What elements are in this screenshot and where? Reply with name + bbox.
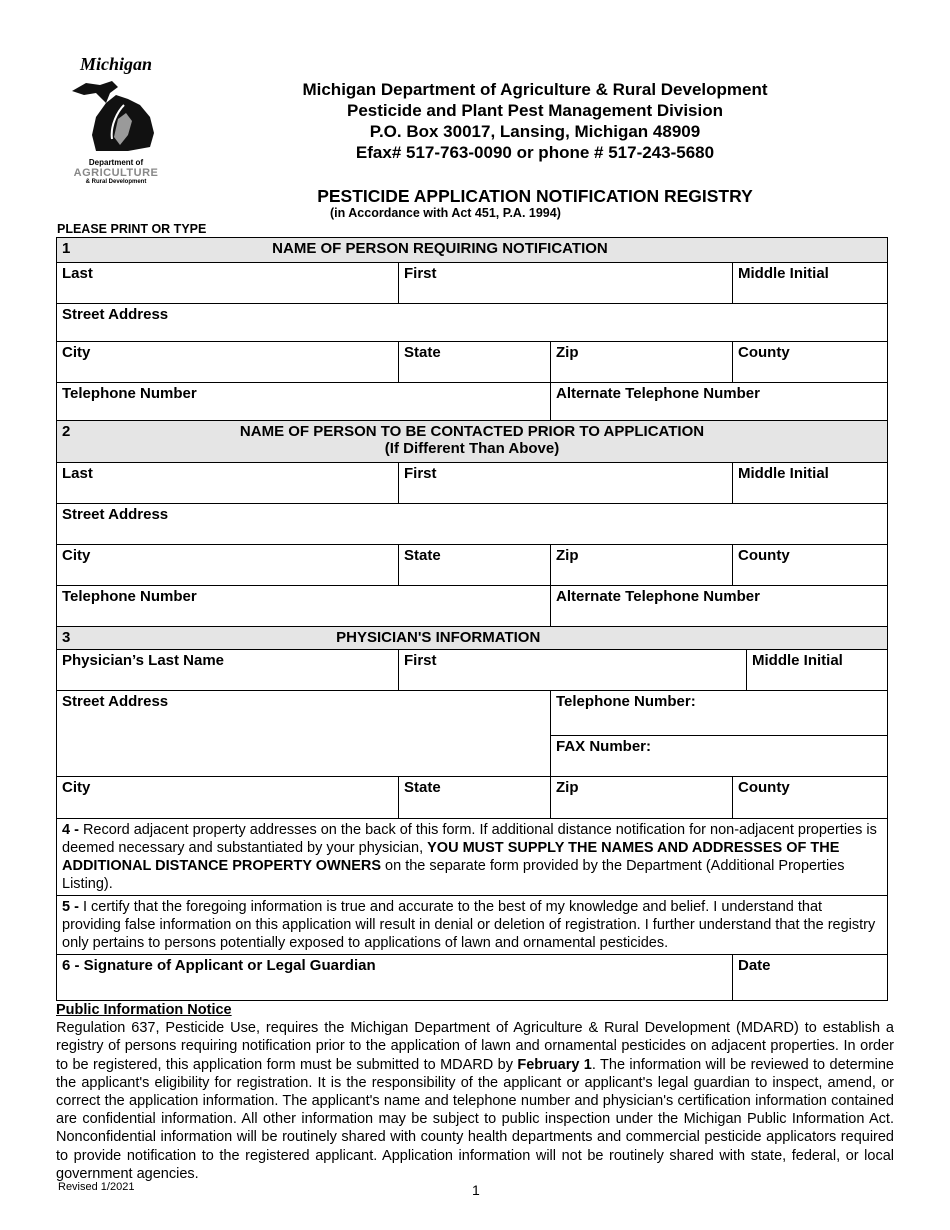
field-label: Street Address <box>62 693 169 710</box>
field-label: Telephone Number <box>62 385 197 402</box>
field-label: First <box>404 652 437 669</box>
field-label: Alternate Telephone Number <box>556 588 760 605</box>
section-4-instructions <box>57 819 888 896</box>
date-field[interactable] <box>733 955 888 1001</box>
field-label: First <box>404 265 437 282</box>
s2-alt-telephone-field[interactable] <box>551 586 888 627</box>
field-label: Zip <box>556 547 579 564</box>
print-instruction: PLEASE PRINT OR TYPE <box>57 222 207 236</box>
field-label: County <box>738 547 790 564</box>
section-2-header <box>57 421 888 463</box>
registry-form <box>56 237 888 1001</box>
field-label: City <box>62 344 91 361</box>
revision-date: Revised 1/2021 <box>58 1181 135 1193</box>
mdard-logo <box>66 54 166 190</box>
section-3-header <box>57 627 888 650</box>
s3-middle-initial-field[interactable] <box>747 650 888 691</box>
field-label: County <box>738 344 790 361</box>
s3-state-field[interactable] <box>399 777 551 819</box>
michigan-map-icon <box>66 75 166 153</box>
field-label: Alternate Telephone Number <box>556 385 760 402</box>
field-label: Street Address <box>62 506 169 523</box>
section-4-text: Record adjacent property addresses on the back of this form. If additional distance notification for non-adjacent properties is deemed necessary and substantiated by your physician, <box>62 822 877 856</box>
division-name: Pesticide and Plant Pest Management Division <box>347 101 723 120</box>
s2-last-name-field[interactable] <box>57 463 399 504</box>
section-subheading: (If Different Than Above) <box>384 440 560 457</box>
notice-heading: Public Information Notice <box>56 1002 232 1018</box>
s1-last-name-field[interactable] <box>57 263 399 304</box>
public-information-notice <box>56 1001 894 1183</box>
section-number: 3 <box>62 629 71 646</box>
s3-first-name-field[interactable] <box>399 650 747 691</box>
section-number: 1 <box>62 240 71 257</box>
mailing-address: P.O. Box 30017, Lansing, Michigan 48909 <box>369 122 701 141</box>
section-1-header <box>57 238 888 263</box>
section-number: 2 <box>62 423 71 440</box>
field-label: City <box>62 547 91 564</box>
page-title: PESTICIDE APPLICATION NOTIFICATION REGISTRY <box>317 186 753 206</box>
field-label: FAX Number: <box>556 738 652 755</box>
certification-text: I certify that the foregoing information is true and accurate to the best of my knowledge and belief. I understand that providing false information on this application will result in denial or deletion of registration. I further understand that the registry only pertains to persons potentially exposed to applications of lawn and ornamental pesticides. <box>62 899 876 951</box>
field-label: Telephone Number: <box>556 693 696 710</box>
s3-telephone-field[interactable] <box>551 691 888 736</box>
notice-text: Regulation 637, Pesticide Use, requires the Michigan Department of Agriculture & Rural Development (MDARD) to establish a registry of persons requiring notification prior to the application of lawn and ornamental pesticides on adjacent properties. In order to be registered, this application form must be submitted to MDARD by <box>56 1020 894 1073</box>
s2-middle-initial-field[interactable] <box>733 463 888 504</box>
s1-telephone-field[interactable] <box>57 383 551 421</box>
s2-telephone-field[interactable] <box>57 586 551 627</box>
s2-first-name-field[interactable] <box>399 463 733 504</box>
section-heading: NAME OF PERSON TO BE CONTACTED PRIOR TO APPLICATION <box>239 423 705 440</box>
field-label: County <box>738 779 790 796</box>
signature-field[interactable] <box>57 955 733 1001</box>
section-number: 4 - <box>62 822 79 838</box>
field-label: City <box>62 779 91 796</box>
section-heading: PHYSICIAN'S INFORMATION <box>336 629 541 646</box>
field-label: Middle Initial <box>738 265 829 282</box>
contact-numbers: Efax# 517-763-0090 or phone # 517-243-5680 <box>355 143 715 162</box>
field-label: State <box>404 779 441 796</box>
notice-text-end: . The information will be reviewed to determine the applicant's eligibility for registration. It is the responsibility of the applicant or applicant's legal guardian to inspect, amend, or correct the application information. The applicant's name and telephone number and physician's certification information contained are confidential information. All other information may be subject to public inspection under the Michigan Public Information Act. Nonconfidential information will be routinely shared with county health departments and commercial pesticide applicators required to provide notification to the registered applicant. Application information will not be routinely shared with state, federal, or local government agencies. <box>56 1056 894 1182</box>
s2-street-address-field[interactable] <box>57 504 888 545</box>
s1-street-address-field[interactable] <box>57 304 888 342</box>
s3-fax-field[interactable] <box>551 736 888 777</box>
field-label: Last <box>62 465 93 482</box>
logo-wordmark: Michigan <box>79 54 153 74</box>
s1-zip-field[interactable] <box>551 342 733 383</box>
logo-dept: Department of <box>88 158 144 167</box>
s3-physician-last-name-field[interactable] <box>57 650 399 691</box>
s3-street-address-field[interactable] <box>57 691 551 777</box>
s1-city-field[interactable] <box>57 342 399 383</box>
s3-zip-field[interactable] <box>551 777 733 819</box>
field-label: Physician’s Last Name <box>62 652 225 669</box>
agency-header <box>240 79 830 163</box>
field-label: State <box>404 344 441 361</box>
logo-rural: & Rural Development <box>85 179 147 185</box>
logo-agriculture: AGRICULTURE <box>73 167 159 179</box>
field-label: Last <box>62 265 93 282</box>
s1-county-field[interactable] <box>733 342 888 383</box>
section-heading: NAME OF PERSON REQUIRING NOTIFICATION <box>272 240 608 257</box>
agency-name: Michigan Department of Agriculture & Rural Development <box>302 80 768 99</box>
section-4-text-end: on the separate form provided by the Department (Additional Properties Listing). <box>62 858 845 892</box>
section-4-emphasis: YOU MUST SUPPLY THE NAMES AND ADDRESSES OF THE ADDITIONAL DISTANCE PROPERTY OWNERS <box>62 840 840 874</box>
s3-county-field[interactable] <box>733 777 888 819</box>
s2-city-field[interactable] <box>57 545 399 586</box>
s2-county-field[interactable] <box>733 545 888 586</box>
field-label: Date <box>738 957 771 974</box>
page-number: 1 <box>472 1182 480 1198</box>
field-label: First <box>404 465 437 482</box>
section-number: 5 - <box>62 899 79 915</box>
s3-city-field[interactable] <box>57 777 399 819</box>
field-label: Zip <box>556 779 579 796</box>
notice-body <box>56 1019 894 1183</box>
field-label: Street Address <box>62 306 169 323</box>
field-label: Middle Initial <box>738 465 829 482</box>
s1-middle-initial-field[interactable] <box>733 263 888 304</box>
field-label: Middle Initial <box>752 652 843 669</box>
section-5-certification <box>57 896 888 955</box>
field-label: 6 - Signature of Applicant or Legal Guardian <box>62 957 376 974</box>
s1-state-field[interactable] <box>399 342 551 383</box>
s2-state-field[interactable] <box>399 545 551 586</box>
field-label: Telephone Number <box>62 588 197 605</box>
s2-zip-field[interactable] <box>551 545 733 586</box>
field-label: Zip <box>556 344 579 361</box>
s1-alt-telephone-field[interactable] <box>551 383 888 421</box>
notice-deadline: February 1 <box>517 1056 592 1073</box>
field-label: State <box>404 547 441 564</box>
s1-first-name-field[interactable] <box>399 263 733 304</box>
page-subtitle: (in Accordance with Act 451, P.A. 1994) <box>330 206 561 220</box>
